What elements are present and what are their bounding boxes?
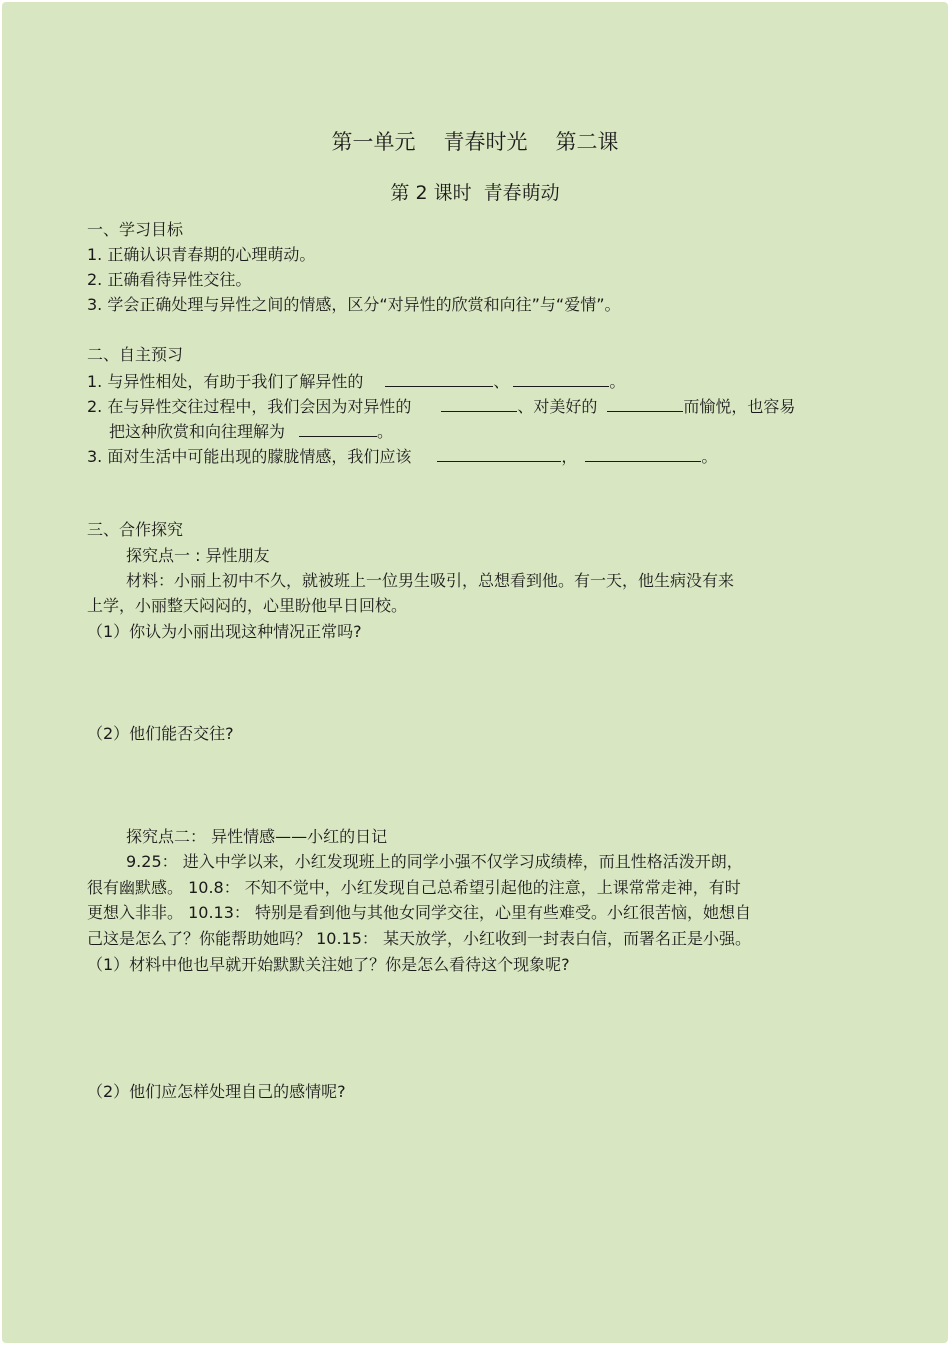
punctuation: 。	[377, 422, 394, 441]
fill-blank[interactable]	[585, 445, 701, 462]
question-text: 1. 与异性相处，有助于我们了解异性的	[87, 372, 364, 391]
discussion-question: （2）他们应怎样处理自己的感情呢?	[87, 1082, 346, 1101]
worksheet-page	[2, 2, 948, 1343]
goal-item: 1. 正确认识青春期的心理萌动。	[87, 245, 316, 264]
goal-item: 2. 正确看待异性交往。	[87, 270, 252, 289]
discussion-question: （1）材料中他也早就开始默默关注她了？你是怎么看待这个现象呢?	[87, 955, 570, 974]
section-learning-goals-heading: 一、学习目标	[87, 220, 184, 239]
diary-text: 己这是怎么了？你能帮助她吗？ 10.15： 某天放学，小红收到一封表白信，而署名正是小强。	[87, 929, 751, 948]
exploration-point-2-title: 探究点二： 异性情感——小红的日记	[126, 827, 388, 846]
question-text: 2. 在与异性交往过程中，我们会因为对异性的	[87, 397, 412, 416]
section-preview-heading: 二、自主预习	[87, 345, 184, 364]
page-title	[2, 129, 948, 155]
discussion-question: （1）你认为小丽出现这种情况正常吗?	[87, 622, 362, 641]
discussion-question: （2）他们能否交往?	[87, 724, 234, 743]
question-text: 、对美好的	[517, 397, 598, 416]
section-cooperative-heading: 三、合作探究	[87, 520, 184, 539]
fill-blank[interactable]	[437, 445, 561, 462]
fill-blank[interactable]	[299, 420, 377, 437]
preview-question-2	[87, 395, 795, 417]
material-text: 上学，小丽整天闷闷的，心里盼他早日回校。	[87, 596, 408, 615]
question-text: 把这种欣赏和向往理解为	[109, 422, 286, 441]
title-theme: 青春时光	[443, 130, 528, 154]
title-unit: 第一单元	[331, 130, 416, 154]
punctuation: 。	[609, 372, 626, 391]
diary-text: 更想入非非。 10.13： 特别是看到他与其他女同学交往，心里有些难受。小红很苦恼，她想自	[87, 903, 751, 922]
preview-question-3	[87, 445, 717, 467]
punctuation: 。	[701, 447, 718, 466]
diary-text: 很有幽默感。 10.8： 不知不觉中，小红发现自己总希望引起他的注意，上课常常走神，有时	[87, 878, 741, 897]
separator: ，	[561, 447, 578, 466]
fill-blank[interactable]	[607, 395, 683, 412]
separator: 、	[493, 372, 510, 391]
material-text: 材料：小丽上初中不久，就被班上一位男生吸引，总想看到他。有一天，他生病没有来	[126, 571, 735, 590]
subtitle-topic: 青春萌动	[483, 182, 560, 204]
diary-text: 9.25： 进入中学以来，小红发现班上的同学小强不仅学习成绩棒，而且性格活泼开朗，	[126, 852, 743, 871]
preview-question-2-continued	[109, 420, 393, 442]
preview-question-1	[87, 370, 625, 392]
page-subtitle	[2, 181, 948, 205]
subtitle-period: 第 2 课时	[390, 182, 472, 204]
fill-blank[interactable]	[385, 370, 493, 387]
fill-blank[interactable]	[513, 370, 609, 387]
goal-item: 3. 学会正确处理与异性之间的情感，区分“对异性的欣赏和向往”与“爱情”。	[87, 295, 621, 314]
question-text: 而愉悦，也容易	[683, 397, 796, 416]
fill-blank[interactable]	[441, 395, 517, 412]
title-lesson: 第二课	[555, 130, 619, 154]
question-text: 3. 面对生活中可能出现的朦胧情感，我们应该	[87, 447, 412, 466]
exploration-point-1-title: 探究点一 : 异性朋友	[126, 546, 270, 565]
